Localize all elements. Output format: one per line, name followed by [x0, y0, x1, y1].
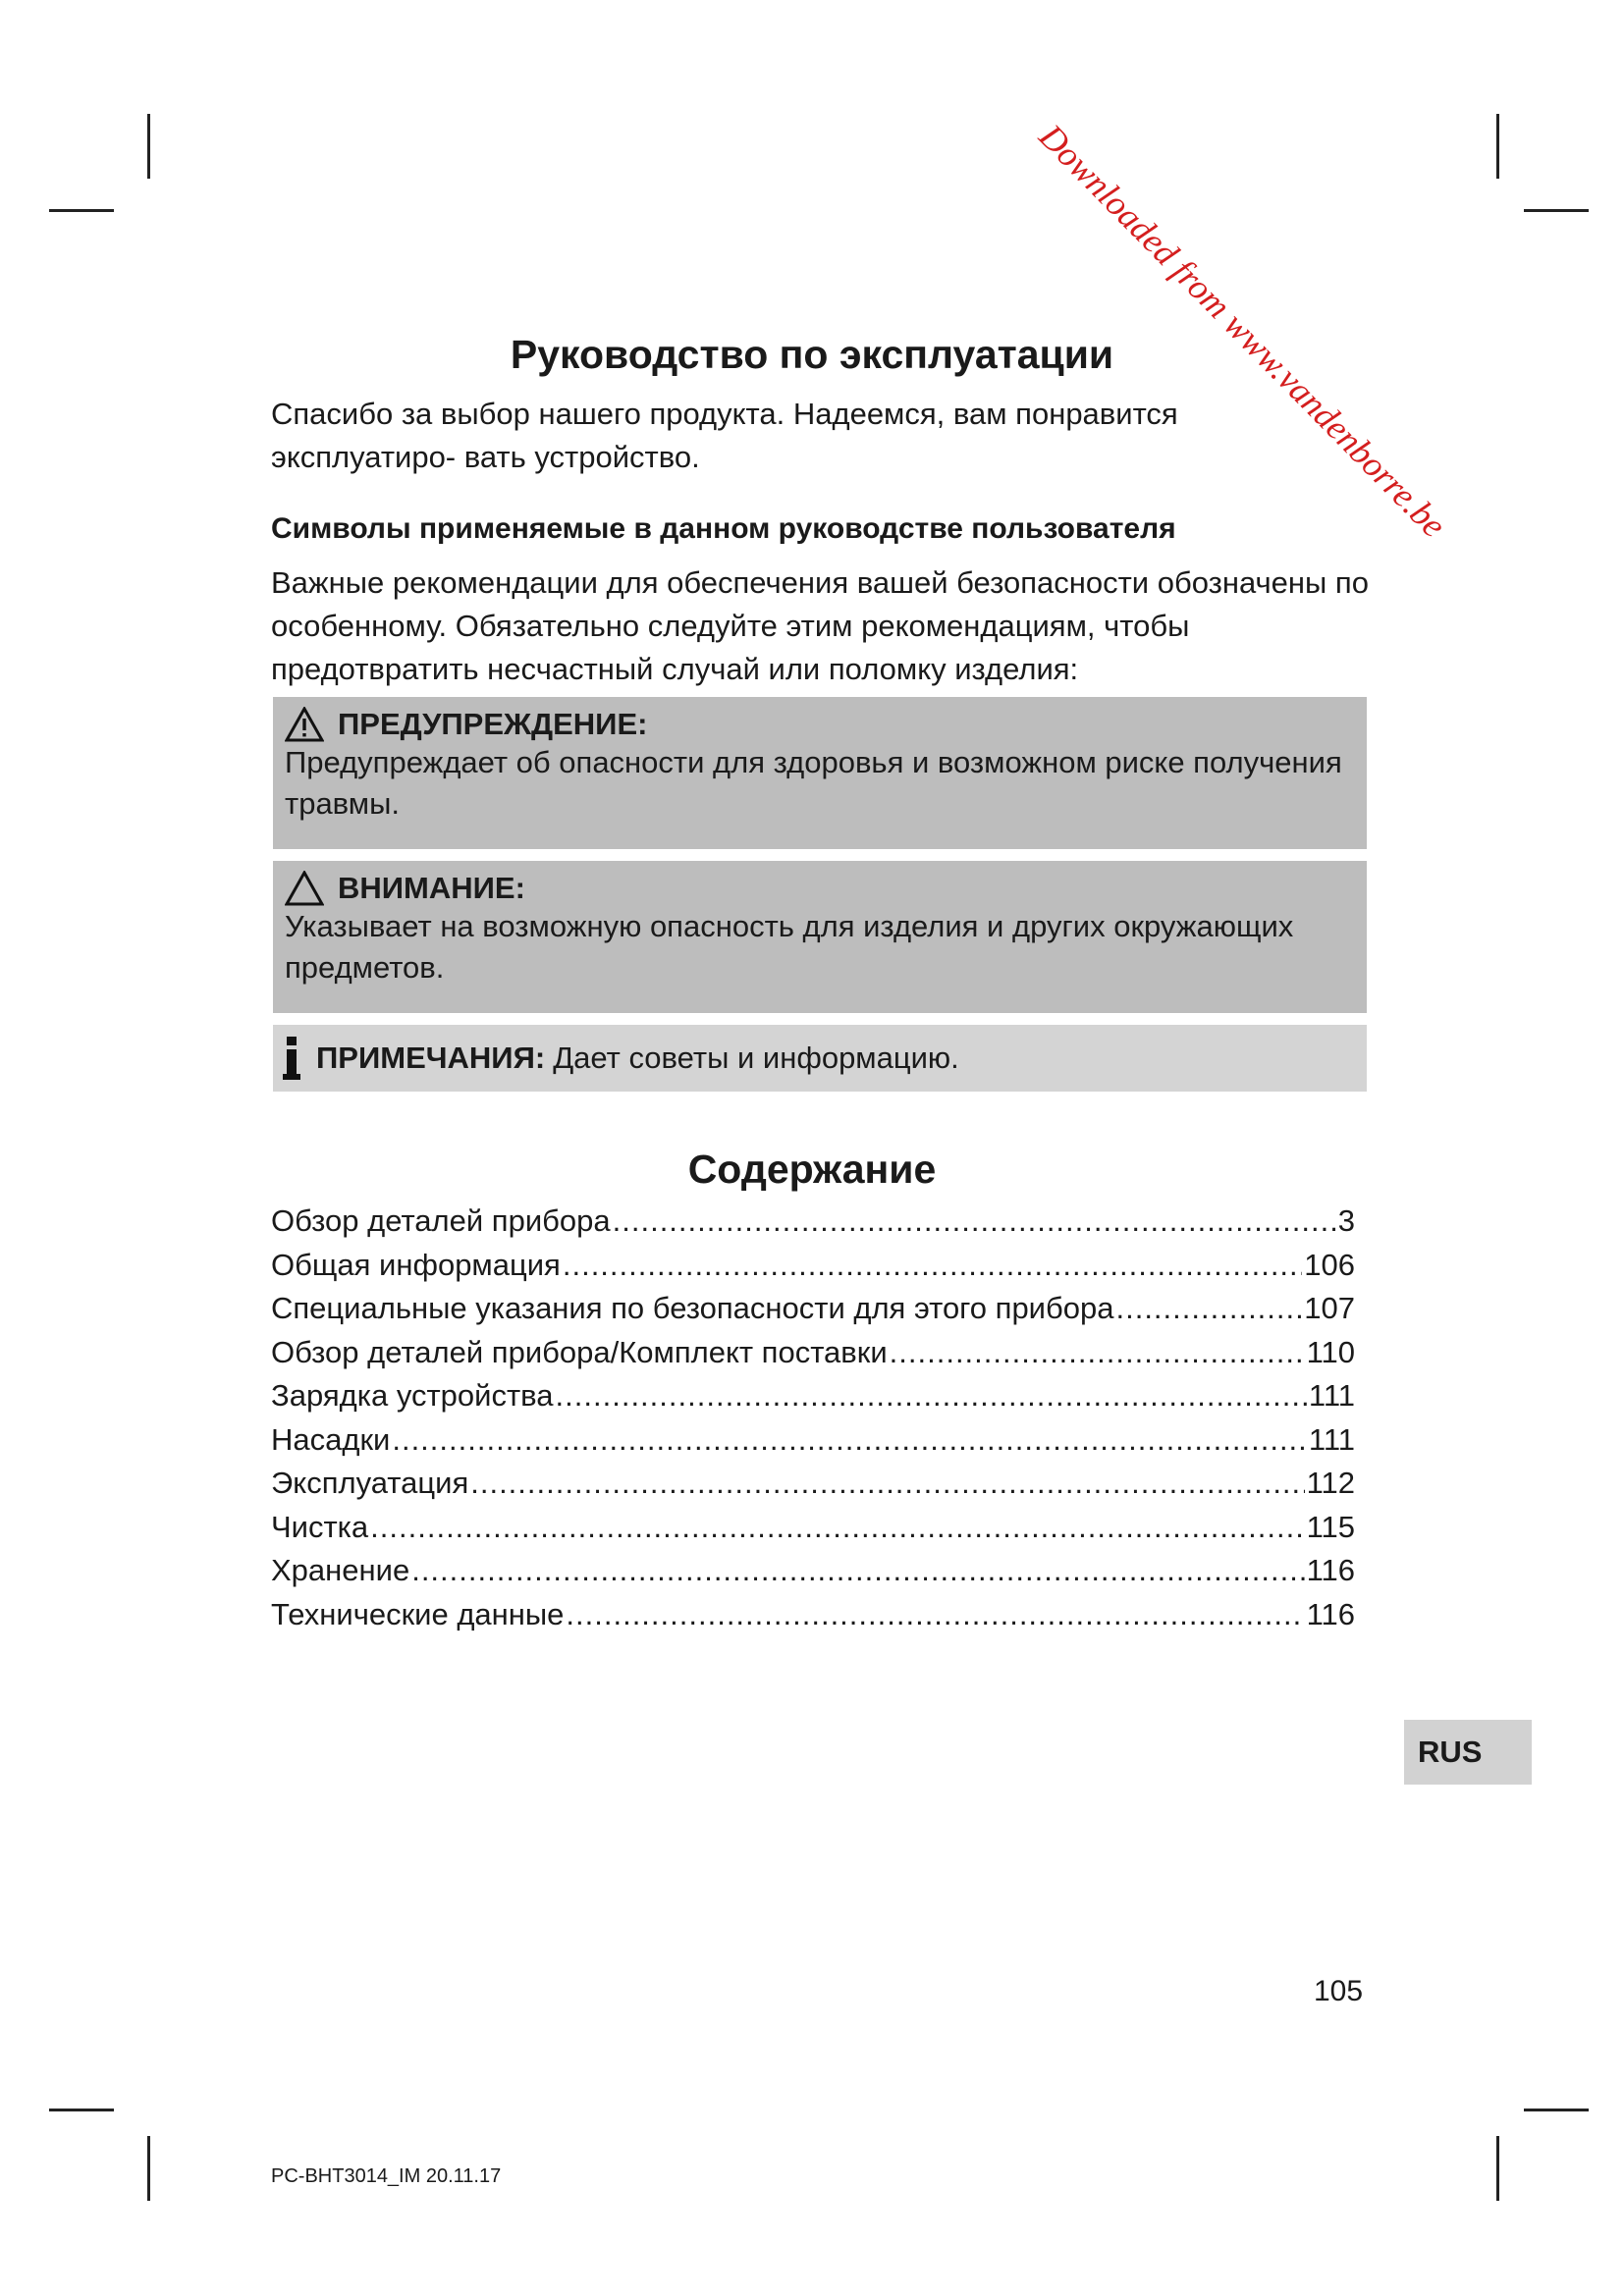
toc-item[interactable] [271, 1510, 1355, 1554]
symbols-heading: Символы применяемые в данном руководстве пользователя [271, 512, 1176, 545]
toc-item-title: Обзор деталей прибора [271, 1203, 611, 1238]
crop-mark [147, 2136, 150, 2201]
toc-leader [566, 1597, 1304, 1632]
toc-leader [556, 1378, 1307, 1414]
intro-text: Спасибо за выбор нашего продукта. Надеемся, вам понравится эксплуатиро- вать устройство. [271, 397, 1178, 474]
toc-item-page: 111 [1308, 1421, 1355, 1457]
watermark: Downloaded from www.vandenborre.be [1031, 116, 1454, 546]
toc-item-title: Хранение [271, 1553, 410, 1587]
toc-item-title: Технические данные [271, 1596, 565, 1631]
warning-label: ПРЕДУПРЕЖДЕНИЕ: [338, 707, 648, 741]
symbols-text: Важные рекомендации для обеспечения вашей безопасности обозначены по особенному. Обязательно следуйте этим рекомендациям, чтобы предотвратить несчастный случай или поломку изделия: [271, 565, 1369, 686]
warning-text: Предупреждает об опасности для здоровья и возможном риске получения травмы. [285, 745, 1342, 821]
toc-item[interactable] [271, 1291, 1355, 1335]
caution-triangle-icon [285, 871, 324, 906]
toc-item-page: 107 [1304, 1291, 1355, 1325]
toc-leader [392, 1422, 1307, 1458]
toc-item-title: Общая информация [271, 1247, 561, 1282]
toc-item-page: 116 [1306, 1596, 1355, 1631]
caution-box [273, 861, 1367, 1013]
notes-label: ПРИМЕЧАНИЯ: [316, 1041, 546, 1075]
toc-leader [411, 1553, 1304, 1588]
info-icon [283, 1037, 302, 1080]
page-number: 105 [1314, 1975, 1364, 2007]
toc-leader [370, 1510, 1304, 1545]
toc-item-title: Зарядка устройства [271, 1378, 554, 1413]
warning-triangle-icon [285, 707, 324, 742]
toc-item-title: Чистка [271, 1509, 369, 1544]
toc-item-page: 115 [1306, 1509, 1355, 1544]
notes-box [273, 1025, 1367, 1092]
toc-item-page: 112 [1306, 1466, 1355, 1500]
toc-item[interactable] [271, 1422, 1355, 1467]
crop-mark [1496, 114, 1499, 179]
toc-item-title: Обзор деталей прибора/Комплект поставки [271, 1334, 888, 1369]
notes-text: Дает советы и информацию. [553, 1041, 959, 1075]
toc-item[interactable] [271, 1335, 1355, 1379]
toc-item-title: Специальные указания по безопасности для этого прибора [271, 1291, 1114, 1325]
page-title: Руководство по эксплуатации [510, 332, 1114, 377]
toc-item-page: 3 [1337, 1203, 1355, 1238]
toc-leader [470, 1466, 1304, 1501]
crop-mark [49, 2109, 114, 2111]
toc-item-page: 106 [1304, 1247, 1355, 1282]
crop-mark [49, 209, 114, 212]
toc-leader [613, 1203, 1336, 1239]
toc-item-title: Эксплуатация [271, 1466, 469, 1500]
toc-item[interactable] [271, 1378, 1355, 1422]
crop-mark [147, 114, 150, 179]
caution-label: ВНИМАНИЕ: [338, 871, 525, 905]
table-of-contents [271, 1203, 1355, 1640]
toc-item[interactable] [271, 1553, 1355, 1597]
crop-mark [1496, 2136, 1499, 2201]
toc-leader [890, 1335, 1305, 1370]
toc-leader [1115, 1291, 1302, 1326]
language-tab: RUS [1404, 1720, 1532, 1785]
warning-box [273, 697, 1367, 849]
contents-title: Содержание [687, 1147, 937, 1192]
caution-text: Указывает на возможную опасность для изделия и других окружающих предметов. [285, 909, 1294, 985]
toc-item[interactable] [271, 1597, 1355, 1641]
footer-doc-id: PC-BHT3014_IM 20.11.17 [271, 2165, 502, 2187]
toc-leader [563, 1248, 1302, 1283]
toc-item-page: 111 [1308, 1378, 1355, 1413]
toc-item[interactable] [271, 1248, 1355, 1292]
toc-item-page: 116 [1306, 1553, 1355, 1587]
toc-item-title: Насадки [271, 1421, 391, 1457]
crop-mark [1524, 209, 1589, 212]
toc-item[interactable] [271, 1466, 1355, 1510]
toc-item-page: 110 [1306, 1334, 1355, 1369]
toc-item[interactable] [271, 1203, 1355, 1248]
crop-mark [1524, 2109, 1589, 2111]
